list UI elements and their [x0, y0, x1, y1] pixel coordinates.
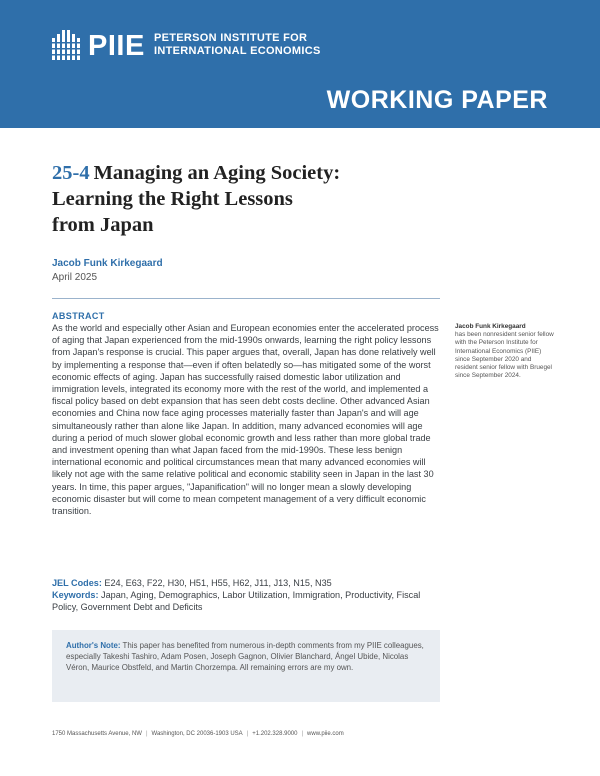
sidebar-bio: has been nonresident senior fellow with the Peterson Institute for International Economics (PIIE) since September 2020 and resident senior fellow with Bruegel since September 2024.	[455, 331, 554, 380]
series-label: WORKING PAPER	[326, 86, 548, 114]
abstract-text: As the world and especially other Asian and European economies enter the accelerated process of aging that Japan experienced from the mid-1990s onwards, learning the right policy lessons from Japan's response is crucial. This paper argues that, overall, Japan has done relatively well by implementing a response that—even if often belatedly so—has mitigated some of the worst economic effects of aging. Japan has successfully raised domestic labor utilization and immigration levels, integrated its economy more with the rest of the world, and implemented a fiscal policy based on debt expansion that has seen debt costs decline. Other advanced Asian economies and China now face aging processes materially faster than Japan's and will age simultaneously rather than alone like Japan. In addition, many advanced economies will age during a period of much slower global economic growth and less rather than more global trade and investment opening than what Japan faced from the mid-1990s. These less benign international economic and political circumstances mean that many advanced economies will likely not age with the same relative political and economic stability seen in Japan in the last 30 years. In time, this paper argues, "Japanification" will no longer mean a slowly developing economic disaster but will come to mean competent management of a very difficult economic transition.	[52, 323, 439, 517]
abstract-heading: ABSTRACT	[52, 311, 105, 321]
building-columns-icon	[50, 28, 84, 62]
logo-wordmark: PIIE	[88, 30, 145, 62]
header-banner	[0, 0, 600, 128]
author-name: Jacob Funk Kirkegaard	[52, 258, 163, 269]
keywords-value: Japan, Aging, Demographics, Labor Utilization, Immigration, Productivity, Fiscal Policy, Government Debt and Deficits	[52, 590, 421, 612]
jel-codes	[52, 577, 444, 589]
org-name-line2: INTERNATIONAL ECONOMICS	[154, 45, 321, 57]
footer-phone: +1.202.328.9000	[252, 731, 298, 737]
sidebar-author-name: Jacob Funk Kirkegaard	[455, 323, 526, 330]
publication-date: April 2025	[52, 272, 98, 283]
author-bio-sidebar	[455, 323, 555, 380]
title-line3: from Japan	[52, 214, 154, 236]
paper-number: 25-4	[52, 162, 90, 184]
org-name-line1: PETERSON INSTITUTE FOR	[154, 32, 308, 44]
keywords	[52, 589, 444, 613]
title-line2: Learning the Right Lessons	[52, 188, 293, 210]
footer-address: 1750 Massachusetts Avenue, NW	[52, 731, 142, 737]
org-name	[154, 32, 321, 58]
footer-city: Washington, DC 20036-1903 USA	[151, 731, 243, 737]
jel-value: E24, E63, F22, H30, H51, H55, H62, J11, J13, N15, N35	[104, 578, 332, 588]
note-text: This paper has benefited from numerous in-depth comments from my PIIE colleagues, especially Takeshi Tashiro, Adam Posen, Joseph Gagnon, Olivier Blanchard, Ángel Ubide, Nicolas Véron, Maurice Obstfeld, and Martin Chorzempa. All remaining errors are my own.	[66, 641, 424, 673]
footer-website-link[interactable]: www.piie.com	[307, 731, 344, 737]
note-label: Author's Note:	[66, 641, 121, 650]
title-line1: Managing an Aging Society:	[93, 162, 341, 184]
divider	[52, 298, 440, 299]
jel-label: JEL Codes:	[52, 578, 102, 588]
paper-title	[52, 160, 412, 238]
keywords-label: Keywords:	[52, 590, 99, 600]
footer: 1750 Massachusetts Avenue, NW | Washington, DC 20036-1903 USA | +1.202.328.9000 | www.piie.com	[52, 731, 344, 737]
authors-note	[66, 640, 432, 674]
authors-note-box	[52, 630, 440, 702]
